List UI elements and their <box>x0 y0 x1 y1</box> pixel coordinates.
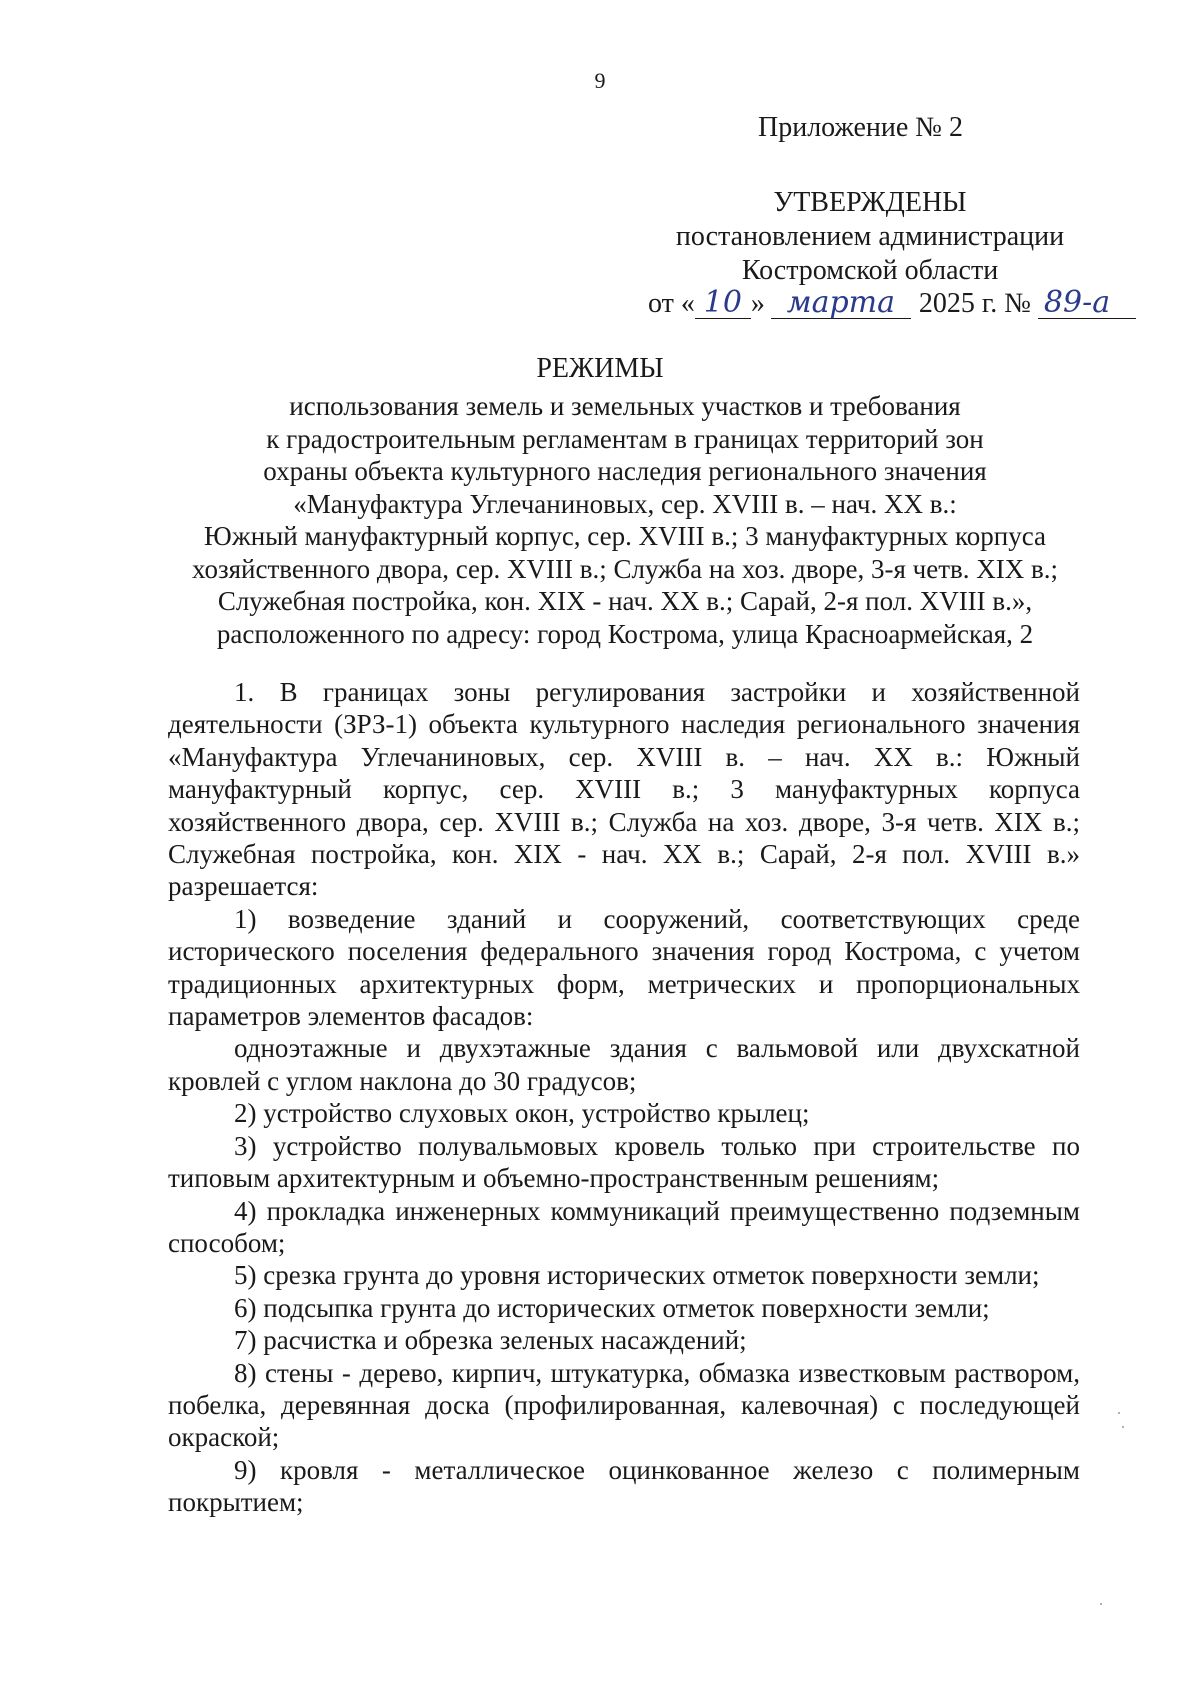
subtitle-line: использования земель и земельных участков и требования <box>289 391 961 421</box>
approval-block <box>640 186 1100 288</box>
approval-line-2: Костромской области <box>741 255 999 286</box>
handwritten-number: 89-а <box>1038 288 1136 319</box>
body-paragraph: 7) расчистка и обрезка зеленых насаждений; <box>234 1325 747 1356</box>
date-quote-close: » <box>750 288 765 319</box>
subtitle-line: «Мануфактура Углечаниновых, сер. XVIII в. – нач. XX в.: <box>293 488 957 519</box>
subtitle-line: хозяйственного двора, сер. XVIII в.; Служба на хоз. дворе, 3-я четв. XIX в.; <box>192 553 1058 584</box>
body-paragraph: 4) прокладка инженерных коммуникаций преимущественно подземным способом; <box>168 1195 1080 1258</box>
body-paragraph: 6) подсыпка грунта до исторических отметок поверхности земли; <box>234 1292 990 1323</box>
subtitle-line: Южный мануфактурный корпус, сер. XVIII в.; 3 мануфактурных корпуса <box>203 521 1047 551</box>
annex-label: Приложение № 2 <box>758 112 963 143</box>
date-year: 2025 г. № <box>918 288 1031 319</box>
body-paragraph: 1) возведение зданий и сооружений, соответствующих среде исторического поселения федерального значения город Кострома, с учетом традиционных архитектурных форм, метрических и пропорциональных параметров элементов фасадов: <box>168 903 1080 1032</box>
body-paragraph: 2) устройство слуховых окон, устройство крылец; <box>234 1098 810 1129</box>
subtitle-line: расположенного по адресу: город Кострома, улица Красноармейская, 2 <box>216 618 1034 649</box>
scan-speck <box>1100 1603 1102 1605</box>
scan-speck <box>1118 1412 1120 1414</box>
page-number: 9 <box>594 68 606 93</box>
approval-title: УТВЕРЖДЕНЫ <box>773 187 967 218</box>
subtitle-line: к градостроительным регламентам в границах территорий зон <box>266 423 984 454</box>
body-paragraph: 9) кровля - металлическое оцинкованное железо с полимерным покрытием; <box>168 1454 1080 1518</box>
body-paragraph: 1. В границах зоны регулирования застройки и хозяйственной деятельности (ЗРЗ-1) объекта культурного наследия регионального значения «Мануфактура Углечаниновых, сер. XVIII в. – нач. XX в.: Южный мануфактурный корпус, сер. XVIII в.; 3 мануфактурных корпуса хозяйственного двора, сер. XVIII в.; Служба на хоз. дворе, 3-я четв. XIX в.; Служебная постройка, кон. XIX - нач. XX в.; Сарай, 2-я пол. XVIII в.» разрешается: <box>168 677 1080 902</box>
document-body <box>168 676 1080 1519</box>
subtitle-line: охраны объекта культурного наследия регионального значения <box>263 456 987 486</box>
body-paragraph: 5) срезка грунта до уровня исторических отметок поверхности земли; <box>234 1260 1040 1291</box>
approval-line-1: постановлением администрации <box>675 221 1065 252</box>
subtitle-line: Служебная постройка, кон. XIX - нач. XX в.; Сарай, 2-я пол. XVIII в.», <box>217 586 1033 616</box>
document-title: РЕЖИМЫ <box>536 353 664 384</box>
document-subtitle <box>160 390 1090 650</box>
body-paragraph: одноэтажные и двухэтажные здания с вальмовой или двухскатной кровлей с углом наклона до 30 градусов; <box>168 1033 1080 1096</box>
body-paragraph: 3) устройство полувальмовых кровель только при строительстве по типовым архитектурным и объемно-пространственным решениям; <box>168 1130 1080 1194</box>
scan-speck <box>1122 1426 1124 1428</box>
handwritten-day: 10 <box>695 288 751 319</box>
body-paragraph: 8) стены - дерево, кирпич, штукатурка, обмазка известковым раствором, побелка, деревянная доска (профилированная, калевочная) с последующей окраской; <box>168 1357 1080 1453</box>
date-prefix: от « <box>648 288 695 319</box>
approval-date-line <box>648 285 1128 320</box>
handwritten-month: марта <box>771 288 911 319</box>
